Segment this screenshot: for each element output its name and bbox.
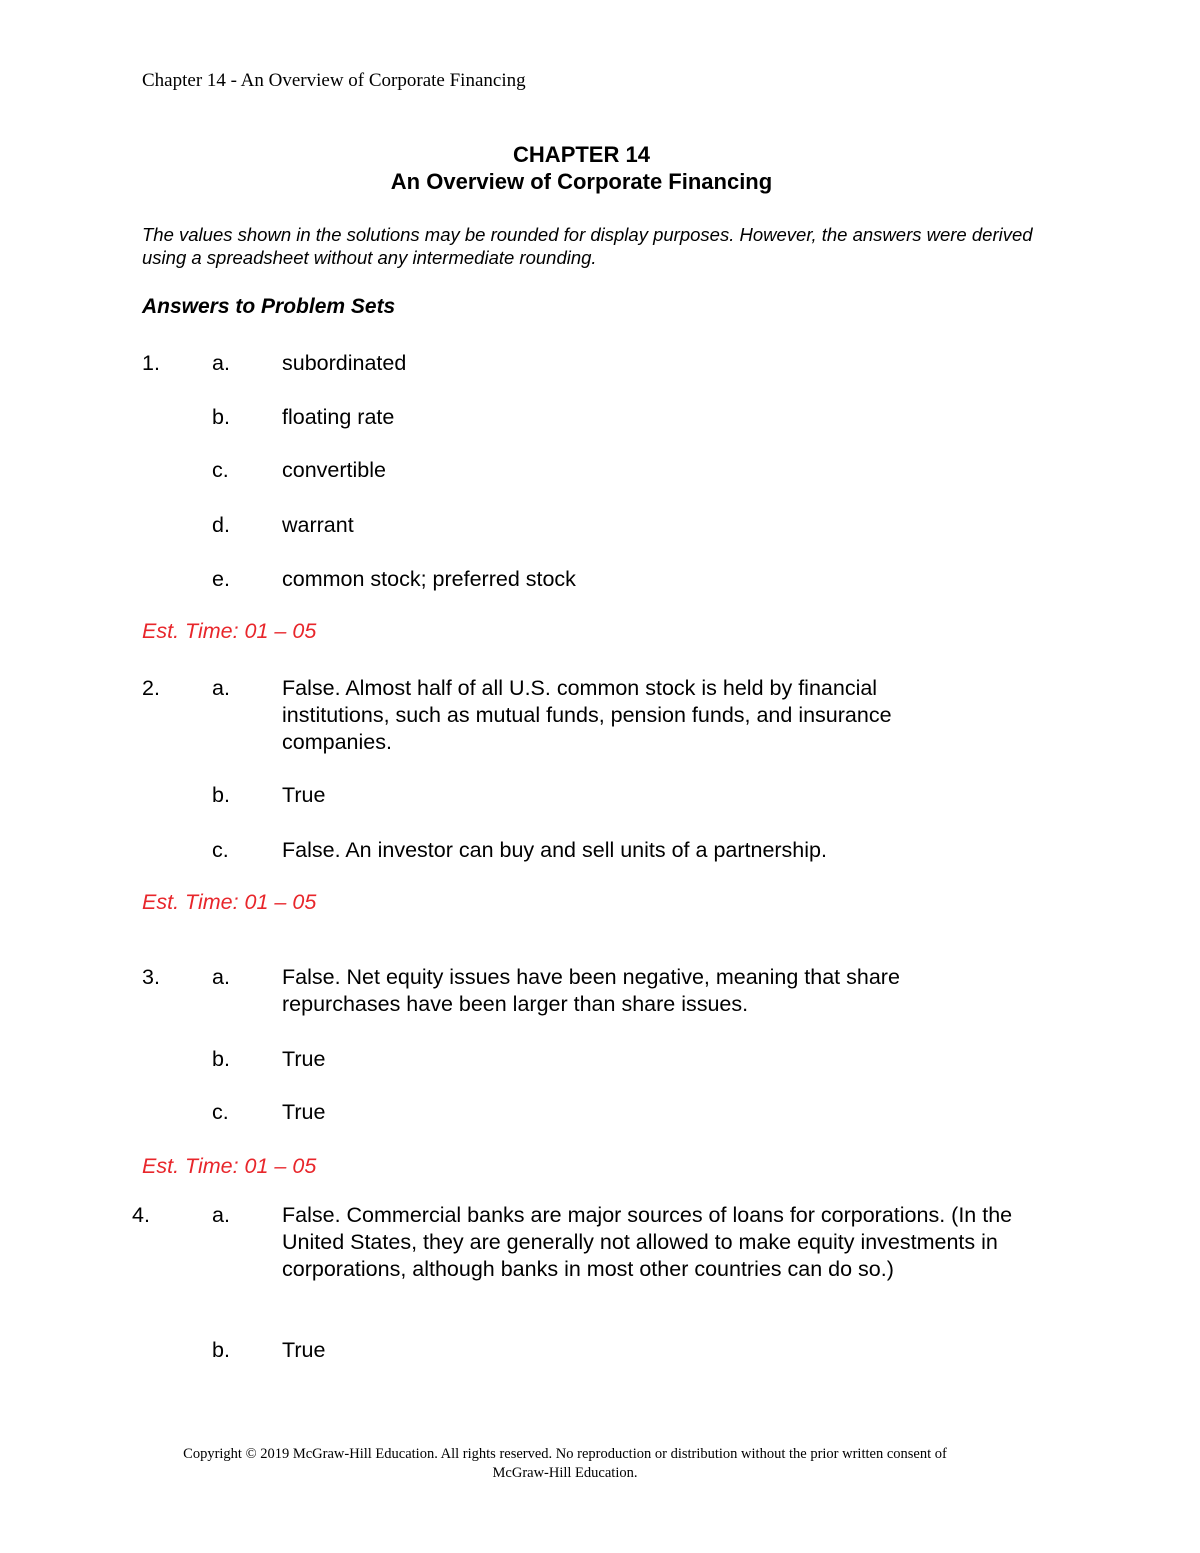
intro-note: The values shown in the solutions may be rounded for display purposes. However, the answers were derived using a spreadsheet without any intermediate rounding. <box>142 224 1033 268</box>
item-letter: a. <box>212 676 230 700</box>
chapter-number-title: CHAPTER 14 <box>513 142 650 167</box>
item-answer: common stock; preferred stock <box>282 567 576 591</box>
item-letter: e. <box>212 567 230 591</box>
item-answer: True <box>282 1100 326 1124</box>
item-answer: True <box>282 1047 326 1071</box>
item-letter: a. <box>212 351 230 375</box>
footer-line-2: McGraw-Hill Education. <box>492 1465 638 1481</box>
item-answer: True <box>282 1338 326 1362</box>
footer-line-1: Copyright © 2019 McGraw-Hill Education. All rights reserved. No reproduction or distribution without the prior written consent of <box>183 1446 947 1462</box>
section-heading: Answers to Problem Sets <box>142 295 396 318</box>
item-answer: subordinated <box>282 351 407 375</box>
item-letter: a. <box>212 1203 230 1227</box>
problem-number: 1. <box>142 351 160 375</box>
item-letter: b. <box>212 405 230 429</box>
item-answer: True <box>282 783 326 807</box>
item-answer: floating rate <box>282 405 395 429</box>
item-letter: b. <box>212 783 230 807</box>
problem-number: 3. <box>142 965 160 989</box>
est-time: Est. Time: 01 – 05 <box>142 619 317 643</box>
item-letter: c. <box>212 838 229 862</box>
item-answer: warrant <box>282 513 354 537</box>
item-answer: False. Commercial banks are major sources of loans for corporations. (In the United States, they are generally not allowed to make equity investments in corporations, although banks in most other countries can do so.) <box>282 1203 1013 1281</box>
item-answer: convertible <box>282 458 386 482</box>
item-letter: b. <box>212 1338 230 1362</box>
item-letter: b. <box>212 1047 230 1071</box>
problem-number: 4. <box>132 1203 150 1227</box>
item-answer: False. An investor can buy and sell units of a partnership. <box>282 838 827 862</box>
running-header: Chapter 14 - An Overview of Corporate Financing <box>142 70 526 91</box>
problem-number: 2. <box>142 676 160 700</box>
est-time: Est. Time: 01 – 05 <box>142 1154 317 1178</box>
item-answer: False. Net equity issues have been negative, meaning that share repurchases have been larger than share issues. <box>282 965 900 1016</box>
copyright-footer <box>0 1445 1130 1483</box>
item-letter: c. <box>212 1100 229 1124</box>
item-letter: d. <box>212 513 230 537</box>
chapter-subtitle: An Overview of Corporate Financing <box>390 169 773 194</box>
item-letter: c. <box>212 458 229 482</box>
est-time: Est. Time: 01 – 05 <box>142 890 317 914</box>
item-answer: False. Almost half of all U.S. common stock is held by financial institutions, such as mutual funds, pension funds, and insurance companies. <box>282 676 892 754</box>
item-letter: a. <box>212 965 230 989</box>
